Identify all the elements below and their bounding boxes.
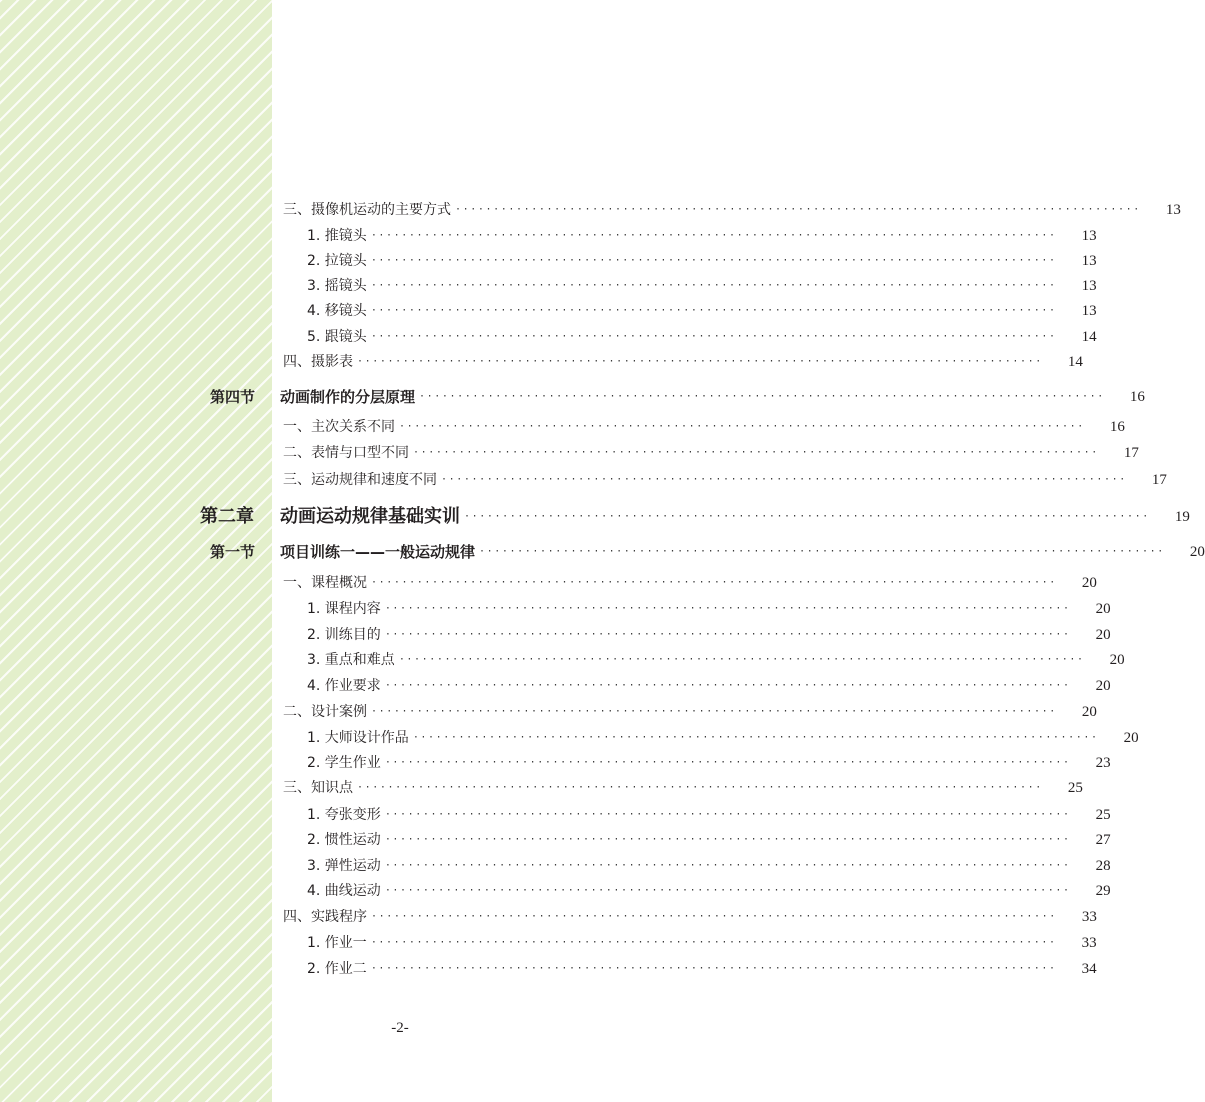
toc-entry-page: 25 (1095, 807, 1111, 823)
page-number: -2- (391, 1020, 409, 1036)
toc-entry-title: 1. 大师设计作品 (307, 730, 409, 746)
toc-entry-title: 动画运动规律基础实训 (280, 506, 460, 527)
toc-entry-title: 5. 跟镜头 (307, 329, 367, 345)
toc-entry-page: 20 (1189, 544, 1205, 560)
toc-entry-item[interactable] (307, 829, 1111, 851)
toc-entry-item[interactable] (307, 326, 1097, 348)
dot-leader: ·························································································· (370, 963, 1057, 974)
dot-leader: ·························································································· (412, 732, 1099, 743)
toc-section-heading (210, 541, 475, 563)
toc-entry-item[interactable] (307, 804, 1111, 826)
toc-section-heading (210, 386, 415, 408)
dot-leader: ·························································································· (370, 255, 1057, 266)
toc-entry-item[interactable] (307, 250, 1097, 272)
toc-entry-subsection[interactable] (283, 416, 1125, 438)
toc-entry-title: 项目训练一——一般运动规律 (280, 543, 476, 561)
dot-leader: ·························································································· (384, 809, 1071, 820)
toc-entry-title: 2. 惯性运动 (307, 832, 381, 848)
dot-leader: ·························································································· (455, 204, 1141, 215)
toc-entry-item[interactable] (307, 752, 1111, 774)
toc-entry-title: 2. 学生作业 (307, 755, 381, 771)
toc-entry-page: 20 (1081, 575, 1097, 591)
dot-leader: ·························································································· (370, 305, 1057, 316)
dot-leader: ·························································································· (479, 546, 1165, 557)
toc-entry-page: 17 (1151, 472, 1167, 488)
toc-entry-page: 19 (1174, 509, 1190, 525)
toc-entry-page: 16 (1129, 389, 1145, 405)
toc-entry-page: 14 (1067, 354, 1083, 370)
toc-entry-title: 1. 夸张变形 (307, 807, 381, 823)
toc-entry-title: 4. 移镜头 (307, 303, 367, 319)
toc-entry-item[interactable] (307, 958, 1097, 980)
toc-entry-subsection[interactable] (283, 906, 1097, 928)
toc-chapter-heading (200, 506, 460, 528)
dot-leader: ·························································································· (357, 356, 1043, 367)
toc-entry-section[interactable] (210, 386, 1145, 408)
toc-entry-page: 16 (1109, 419, 1125, 435)
toc-entry-page: 33 (1081, 909, 1097, 925)
dot-leader: ·························································································· (384, 680, 1071, 691)
toc-entry-page: 13 (1165, 202, 1181, 218)
dot-leader: ·························································································· (371, 706, 1057, 717)
toc-entry-subsection[interactable] (283, 469, 1167, 491)
toc-entry-title: 四、摄影表 (283, 354, 353, 370)
toc-entry-title: 三、摄像机运动的主要方式 (283, 202, 451, 218)
dot-leader: ·························································································· (357, 782, 1043, 793)
toc-entry-page: 33 (1081, 935, 1097, 951)
toc-entry-item[interactable] (307, 649, 1125, 671)
toc-entry-title: 三、知识点 (283, 780, 353, 796)
dot-leader: ·························································································· (370, 331, 1057, 342)
toc-entry-subsection[interactable] (283, 701, 1097, 723)
toc-entry-page: 34 (1081, 961, 1097, 977)
toc-entry-subsection[interactable] (283, 442, 1139, 464)
toc-entry-page: 14 (1081, 329, 1097, 345)
toc-entry-subsection[interactable] (283, 199, 1181, 221)
toc-entry-page: 23 (1095, 755, 1111, 771)
toc-entry-title: 4. 曲线运动 (307, 883, 381, 899)
toc-entry-page: 28 (1095, 858, 1111, 874)
toc-entry-page: 13 (1081, 253, 1097, 269)
dot-leader: ·························································································· (384, 757, 1071, 768)
toc-entry-title: 3. 摇镜头 (307, 278, 367, 294)
toc-entry-title: 4. 作业要求 (307, 678, 381, 694)
toc-entry-title: 动画制作的分层原理 (280, 388, 416, 406)
toc-entry-item[interactable] (307, 300, 1097, 322)
dot-leader: ·························································································· (371, 911, 1057, 922)
toc-entry-item[interactable] (307, 880, 1111, 902)
toc-entry-page: 20 (1095, 678, 1111, 694)
section-number: 第四节 (210, 388, 256, 406)
section-number: 第一节 (210, 543, 256, 561)
toc-entry-subsection[interactable] (283, 572, 1097, 594)
toc-entry-title: 3. 弹性运动 (307, 858, 381, 874)
toc-entry-page: 20 (1095, 601, 1111, 617)
toc-entry-page: 20 (1109, 652, 1125, 668)
dot-leader: ·························································································· (419, 391, 1105, 402)
toc-entry-page: 17 (1123, 445, 1139, 461)
toc-entry-page: 20 (1123, 730, 1139, 746)
toc-entry-title: 1. 推镜头 (307, 228, 367, 244)
toc-entry-item[interactable] (307, 598, 1111, 620)
toc-entry-title: 2. 拉镜头 (307, 253, 367, 269)
toc-entry-title: 二、表情与口型不同 (283, 445, 409, 461)
toc-entry-item[interactable] (307, 727, 1139, 749)
toc-entry-page: 29 (1095, 883, 1111, 899)
dot-leader: ·························································································· (384, 834, 1071, 845)
toc-entry-item[interactable] (307, 675, 1111, 697)
toc-entry-subsection[interactable] (283, 351, 1083, 373)
toc-entry-title: 一、主次关系不同 (283, 419, 395, 435)
dot-leader: ·························································································· (384, 603, 1071, 614)
toc-entry-page: 20 (1095, 627, 1111, 643)
dot-leader: ·························································································· (370, 937, 1057, 948)
dot-leader: ·························································································· (384, 629, 1071, 640)
toc-entry-item[interactable] (307, 624, 1111, 646)
toc-entry-subsection[interactable] (283, 777, 1083, 799)
toc-entry-title: 1. 作业一 (307, 935, 367, 951)
toc-entry-page: 13 (1081, 278, 1097, 294)
toc-entry-title: 一、课程概况 (283, 575, 367, 591)
toc-entry-title: 四、实践程序 (283, 909, 367, 925)
dot-leader: ·························································································· (384, 885, 1071, 896)
dot-leader: ·························································································· (441, 474, 1127, 485)
toc-entry-title: 3. 重点和难点 (307, 652, 395, 668)
toc-entry-item[interactable] (307, 855, 1111, 877)
toc-entry-page: 25 (1067, 780, 1083, 796)
toc-entry-page: 13 (1081, 228, 1097, 244)
toc-entry-title: 二、设计案例 (283, 704, 367, 720)
chapter-number: 第二章 (200, 506, 254, 527)
toc-entry-section[interactable] (210, 541, 1205, 563)
dot-leader: ·························································································· (370, 230, 1057, 241)
toc-entry-title: 1. 课程内容 (307, 601, 381, 617)
dot-leader: ·························································································· (398, 654, 1085, 665)
dot-leader: ·························································································· (413, 447, 1099, 458)
dot-leader: ·························································································· (384, 860, 1071, 871)
dot-leader: ·························································································· (464, 511, 1150, 522)
toc-entry-title: 2. 训练目的 (307, 627, 381, 643)
dot-leader: ·························································································· (371, 577, 1057, 588)
toc-entry-title: 2. 作业二 (307, 961, 367, 977)
toc-entry-item[interactable] (307, 932, 1097, 954)
toc-entry-page: 13 (1081, 303, 1097, 319)
toc-entry-chapter[interactable] (200, 503, 1190, 531)
toc-entry-item[interactable] (307, 225, 1097, 247)
toc-entry-page: 20 (1081, 704, 1097, 720)
dot-leader: ·························································································· (399, 421, 1085, 432)
toc-entry-page: 27 (1095, 832, 1111, 848)
toc-entry-title: 三、运动规律和速度不同 (283, 472, 437, 488)
dot-leader: ·························································································· (370, 280, 1057, 291)
toc-entry-item[interactable] (307, 275, 1097, 297)
